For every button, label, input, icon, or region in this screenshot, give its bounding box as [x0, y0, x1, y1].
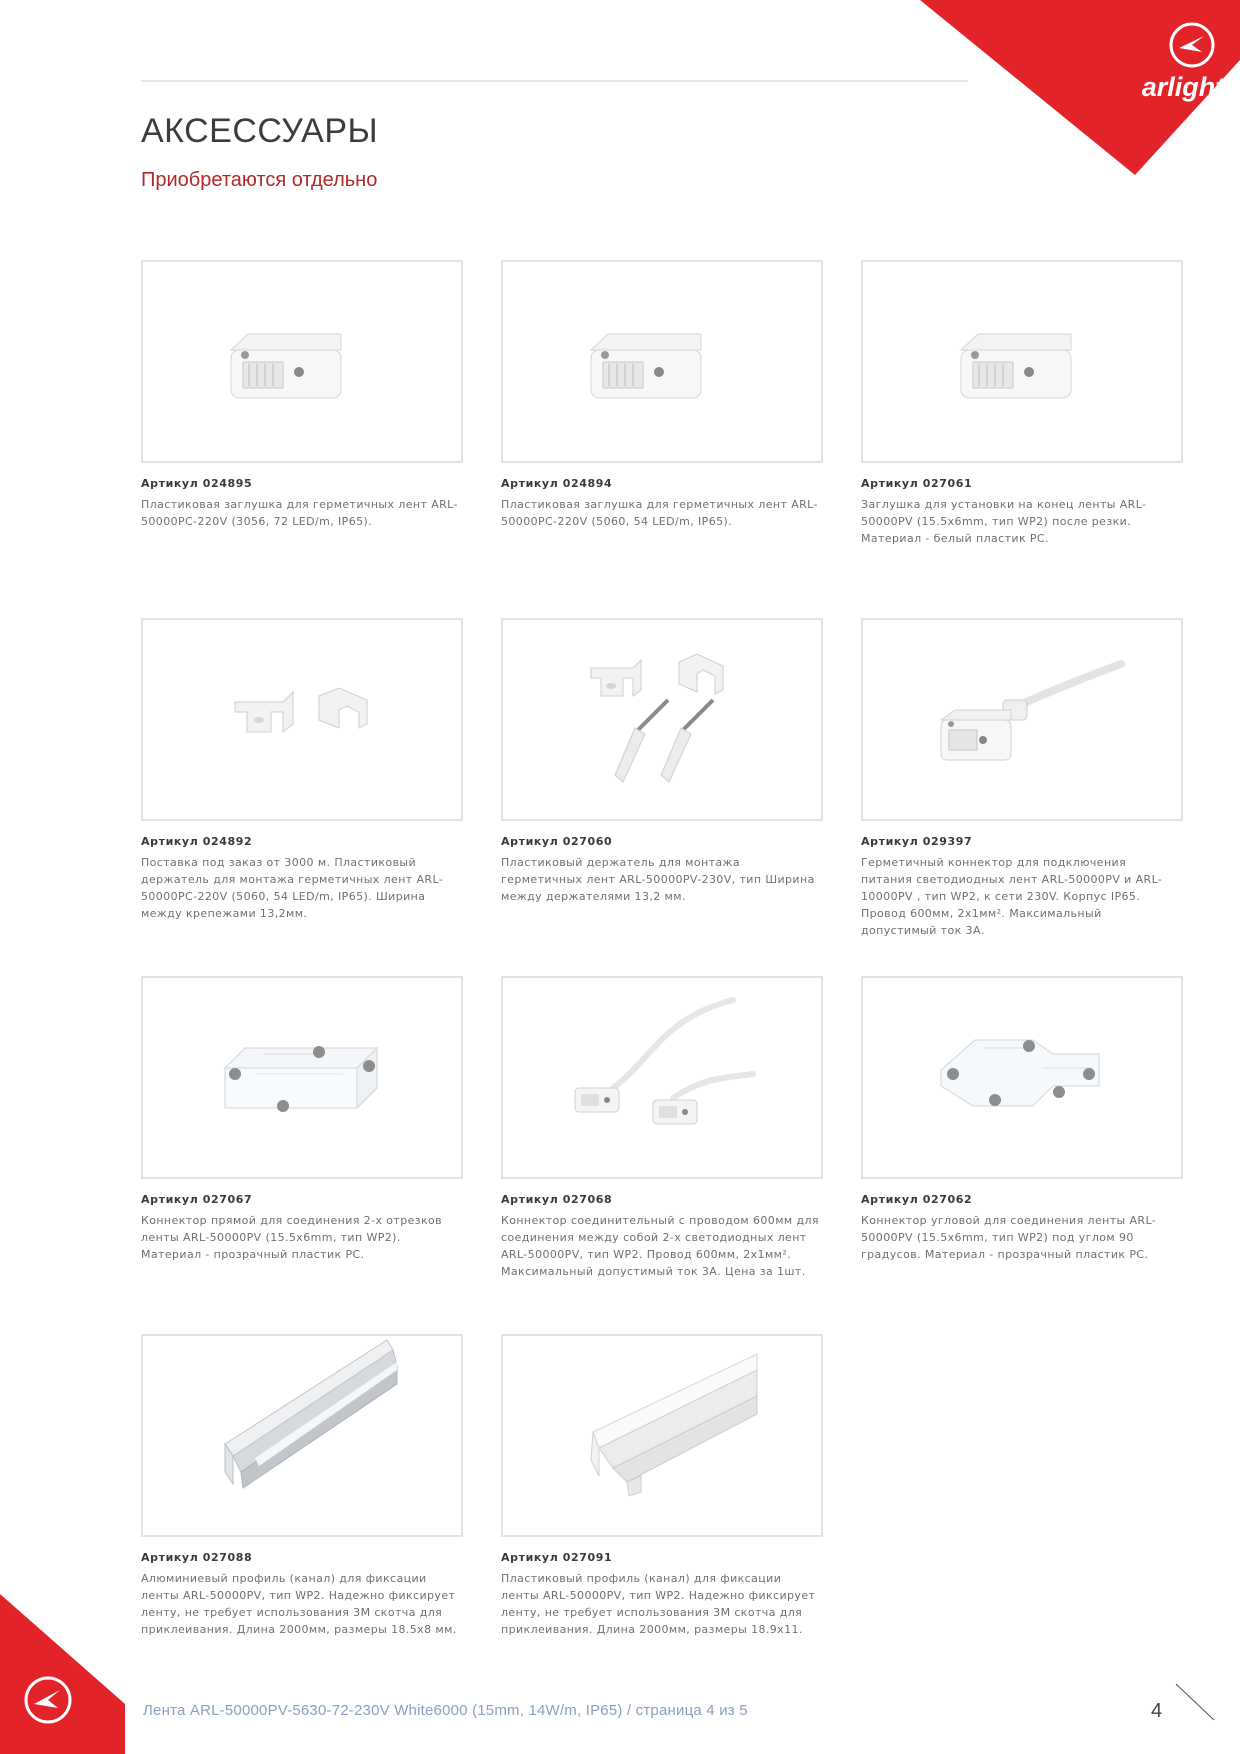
top-divider — [141, 80, 968, 82]
logo-wordmark: arlight — [1141, 72, 1225, 102]
product-sku: Артикул 027088 — [141, 1551, 253, 1564]
registered-mark: ® — [1230, 76, 1237, 86]
product-image — [861, 976, 1183, 1179]
product-image — [141, 976, 463, 1179]
end-cap-icon — [503, 262, 821, 461]
product-sku: Артикул 027062 — [861, 1193, 973, 1206]
product-sku: Артикул 027091 — [501, 1551, 613, 1564]
product-description: Пластиковая заглушка для герметичных лент ARL-50000PC-220V (3056, 72 LED/m, IP65). — [141, 498, 458, 528]
product-card — [141, 976, 461, 1334]
product-image — [501, 260, 823, 463]
product-description: Коннектор прямой для соединения 2-х отрезков ленты ARL-50000PV (15.5x6mm, тип WP2). Материал - прозрачный пластик PC. — [141, 1214, 443, 1261]
brand-corner-bottom — [0, 1594, 125, 1754]
product-sku: Артикул 027060 — [501, 835, 613, 848]
product-description: Коннектор соединительный с проводом 600мм для соединения между собой 2-х светодиодных лент ARL-50000PV, тип WP2. Провод 600мм, 2х1мм². Максимальный допустимый ток 3А. Цена за 1шт. — [501, 1214, 819, 1278]
straight-connector-icon — [143, 978, 461, 1177]
page-title: АКСЕССУАРЫ — [141, 112, 379, 150]
product-card — [501, 260, 821, 618]
product-sku: Артикул 024894 — [501, 477, 613, 490]
product-sku: Артикул 024895 — [141, 477, 253, 490]
product-image — [141, 260, 463, 463]
footer-caption: Лента ARL-50000PV-5630-72-230V White6000 (15mm, 14W/m, IP65) / страница 4 из 5 — [143, 1702, 748, 1719]
product-sku: Артикул 024892 — [141, 835, 253, 848]
product-card — [861, 260, 1181, 618]
product-image — [501, 976, 823, 1179]
end-cap-icon — [863, 262, 1181, 461]
page-number: 4 — [1151, 1700, 1163, 1722]
product-card — [861, 618, 1181, 976]
clips-screws-icon — [503, 620, 821, 819]
product-image — [861, 260, 1183, 463]
page-corner-line — [1170, 1680, 1220, 1730]
product-description: Заглушка для установки на конец ленты ARL-50000PV (15.5x6mm, тип WP2) после резки. Материал - белый пластик PC. — [861, 498, 1147, 545]
product-card — [141, 260, 461, 618]
product-card — [501, 1334, 821, 1692]
product-description: Герметичный коннектор для подключения питания светодиодных лент ARL-50000PV и ARL-10000PV , тип WP2, к сети 230V. Корпус IP65. Провод 600мм, 2х1мм². Максимальный допустимый ток 3А. — [861, 856, 1163, 937]
product-grid — [141, 260, 1181, 1692]
product-sku: Артикул 029397 — [861, 835, 973, 848]
brand-corner — [920, 0, 1240, 175]
product-description: Коннектор угловой для соединения ленты ARL-50000PV (15.5x6mm, тип WP2) под углом 90 градусов. Материал - прозрачный пластик PC. — [861, 1214, 1157, 1261]
product-description: Пластиковая заглушка для герметичных лент ARL-50000PC-220V (5060, 54 LED/m, IP65). — [501, 498, 818, 528]
product-card — [141, 618, 461, 976]
wire-connector-icon — [503, 978, 821, 1177]
product-card — [861, 976, 1181, 1334]
product-image — [141, 1334, 463, 1537]
power-connector-icon — [863, 620, 1181, 819]
product-image — [861, 618, 1183, 821]
product-description: Пластиковый профиль (канал) для фиксации ленты ARL-50000PV, тип WP2. Надежно фиксирует ленту, не требует использования 3M скотча для приклеивания. Длина 2000мм, размеры 18.9х11. — [501, 1572, 816, 1636]
product-card — [501, 976, 821, 1334]
corner-connector-icon — [863, 978, 1181, 1177]
aluminium-profile-icon — [143, 1336, 461, 1535]
product-sku: Артикул 027061 — [861, 477, 973, 490]
product-description: Алюминиевый профиль (канал) для фиксации ленты ARL-50000PV, тип WP2. Надежно фиксирует ленту, не требует использования 3M скотча для приклеивания. Длина 2000мм, размеры 18.5х8 мм. — [141, 1572, 457, 1636]
product-sku: Артикул 027067 — [141, 1193, 253, 1206]
product-image — [501, 1334, 823, 1537]
product-card — [141, 1334, 461, 1692]
product-description: Пластиковый держатель для монтажа герметичных лент ARL-50000PV-230V, тип Ширина между держателями 13,2 мм. — [501, 856, 815, 903]
product-description: Поставка под заказ от 3000 м. Пластиковый держатель для монтажа герметичных лент ARL-50000PC-220V (5060, 54 LED/m, IP65). Ширина между крепежами 13,2мм. — [141, 856, 444, 920]
product-card — [501, 618, 821, 976]
end-cap-icon — [143, 262, 461, 461]
page-subtitle: Приобретаются отдельно — [141, 169, 378, 191]
product-image — [501, 618, 823, 821]
plastic-profile-icon — [503, 1336, 821, 1535]
mounting-clip-icon — [143, 620, 461, 819]
product-image — [141, 618, 463, 821]
product-sku: Артикул 027068 — [501, 1193, 613, 1206]
